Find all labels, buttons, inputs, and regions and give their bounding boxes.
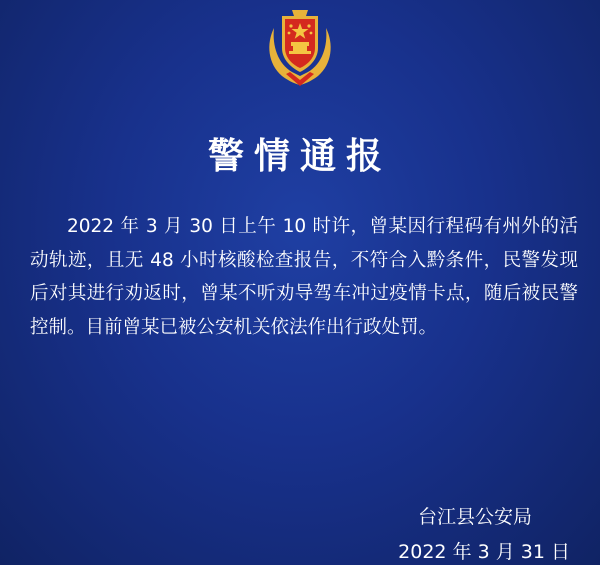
- issue-date: 2022 年 3 月 31 日: [398, 541, 570, 563]
- police-emblem-icon: [262, 6, 338, 88]
- issuer-name: 台江县公安局: [417, 506, 532, 528]
- notice-title: 警情通报: [207, 135, 392, 177]
- notice-body: 2022 年 3 月 30 日上午 10 时许，曾某因行程码有州外的活动轨迹，且无 48 小时核酸检查报告，不符合入黔条件，民警发现后对其进行劝返时，曾某不听劝导驾车冲过疫情卡点，随后被民警控制。目前曾某已被公安机关依法作出行政处罚。: [30, 216, 578, 338]
